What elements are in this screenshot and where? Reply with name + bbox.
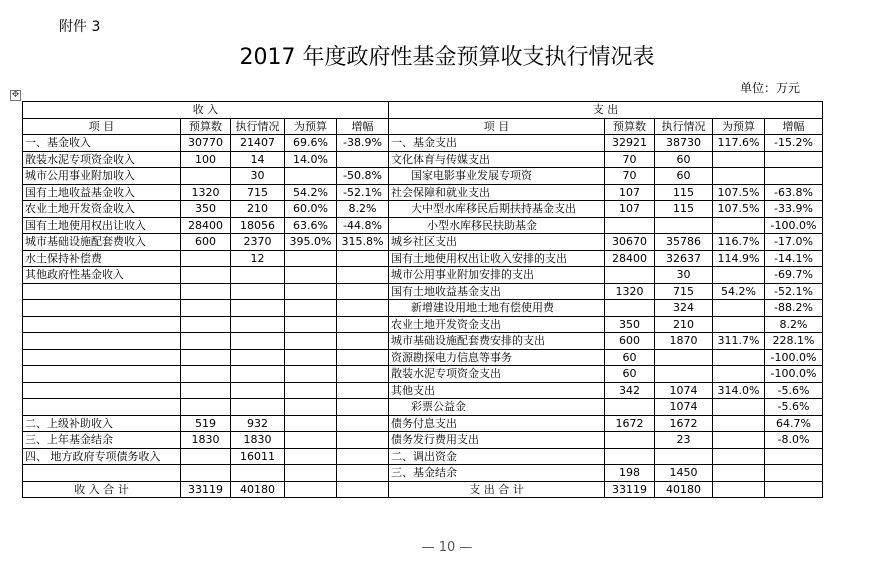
income-total-label: 收 入 合 计 [23,481,181,498]
expense-exec-cell: 115 [655,184,713,201]
expense-exec-cell: 32637 [655,250,713,267]
income-item-cell: 城市公用事业附加收入 [23,168,181,185]
income-growth-cell: -52.1% [337,184,389,201]
income-growth-cell: -38.9% [337,135,389,152]
expense-pct-cell: 311.7% [713,333,765,350]
table-row [23,184,823,201]
expense-exec-cell: 1074 [655,382,713,399]
income-growth-cell: -50.8% [337,168,389,185]
expense-total-budget: 33119 [605,481,655,498]
expense-total-exec: 40180 [655,481,713,498]
expense-pct-cell: 117.6% [713,135,765,152]
expense-growth-cell: -88.2% [765,300,823,317]
group-header-row [23,102,823,119]
expense-budget-cell: 342 [605,382,655,399]
income-growth-cell [337,465,389,482]
table-row [23,135,823,152]
expense-exec-cell: 1672 [655,415,713,432]
table-row [23,283,823,300]
expense-group-header: 支 出 [389,102,823,119]
table-row [23,250,823,267]
expense-growth-cell [765,151,823,168]
income-pct-cell [285,366,337,383]
expense-exec-cell [655,366,713,383]
expense-item-cell: 散装水泥专项资金支出 [389,366,605,383]
attachment-label: 附件 3 [59,19,101,35]
income-pct-cell [285,283,337,300]
income-pct-cell [285,267,337,284]
expense-pct-cell [713,465,765,482]
expense-pct-cell: 107.5% [713,184,765,201]
page-title: 2017 年度政府性基金预算收支执行情况表 [239,45,655,70]
expense-growth-cell: 228.1% [765,333,823,350]
expense-growth-header: 增幅 [765,118,823,135]
expense-exec-cell: 210 [655,316,713,333]
expense-budget-cell: 107 [605,201,655,218]
income-exec-cell: 18056 [231,217,285,234]
expense-growth-cell: -100.0% [765,217,823,234]
income-pct-cell [285,333,337,350]
table-row [23,382,823,399]
table-row [23,168,823,185]
table-row [23,349,823,366]
income-item-cell [23,366,181,383]
income-item-cell: 四、 地方政府专项债务收入 [23,448,181,465]
income-pct-cell [285,432,337,449]
expense-item-cell: 国家电影事业发展专项资 [389,168,605,185]
expense-growth-cell: -33.9% [765,201,823,218]
expense-exec-cell: 60 [655,151,713,168]
expense-item-cell: 一、基金支出 [389,135,605,152]
expense-exec-cell [655,217,713,234]
expense-item-cell: 社会保障和就业支出 [389,184,605,201]
page-number: — 10 — [421,540,473,555]
income-growth-cell [337,382,389,399]
income-budget-cell [181,283,231,300]
expense-budget-cell: 1320 [605,283,655,300]
expense-item-cell: 国有土地使用权出让收入安排的支出 [389,250,605,267]
expense-item-cell: 二、调出资金 [389,448,605,465]
expense-budget-cell [605,267,655,284]
income-exec-cell: 932 [231,415,285,432]
expense-total-pct [713,481,765,498]
expense-pct-cell [713,349,765,366]
income-exec-cell [231,349,285,366]
income-growth-cell [337,151,389,168]
unit-label: 单位：万元 [740,81,801,95]
income-item-cell: 一、基金收入 [23,135,181,152]
income-pct-cell [285,168,337,185]
income-budget-cell [181,366,231,383]
table-row [23,151,823,168]
income-exec-cell [231,382,285,399]
expense-exec-cell: 30 [655,267,713,284]
income-item-cell [23,382,181,399]
income-item-cell [23,283,181,300]
income-pct-cell: 63.6% [285,217,337,234]
income-pct-cell: 60.0% [285,201,337,218]
income-exec-cell [231,283,285,300]
expense-budget-cell: 70 [605,168,655,185]
expense-pct-cell: 107.5% [713,201,765,218]
income-exec-cell [231,300,285,317]
income-exec-cell [231,399,285,416]
expense-pct-header: 为预算 [713,118,765,135]
income-group-header: 收 入 [23,102,389,119]
expense-pct-cell [713,448,765,465]
income-growth-cell [337,267,389,284]
column-header-row [23,118,823,135]
expense-pct-cell [713,316,765,333]
expense-exec-cell: 715 [655,283,713,300]
expense-item-cell: 农业土地开发资金支出 [389,316,605,333]
expense-exec-cell: 60 [655,168,713,185]
table-row [23,201,823,218]
expense-growth-cell: -8.0% [765,432,823,449]
expense-pct-cell [713,267,765,284]
table-row [23,399,823,416]
expense-growth-cell [765,465,823,482]
income-item-cell [23,349,181,366]
income-budget-cell: 600 [181,234,231,251]
expense-budget-cell [605,217,655,234]
expense-budget-cell [605,432,655,449]
income-budget-cell [181,300,231,317]
table-row [23,366,823,383]
income-total-budget: 33119 [181,481,231,498]
expense-item-cell: 文化体育与传媒支出 [389,151,605,168]
expense-budget-cell: 32921 [605,135,655,152]
income-growth-cell [337,250,389,267]
income-growth-cell: 8.2% [337,201,389,218]
expense-pct-cell: 114.9% [713,250,765,267]
income-exec-cell [231,267,285,284]
income-pct-cell [285,465,337,482]
income-exec-cell [231,465,285,482]
expense-pct-cell [713,399,765,416]
income-item-cell: 二、上级补助收入 [23,415,181,432]
income-item-cell: 国有土地收益基金收入 [23,184,181,201]
income-exec-header: 执行情况 [231,118,285,135]
expense-pct-cell [713,415,765,432]
income-budget-cell: 519 [181,415,231,432]
income-budget-cell [181,250,231,267]
income-growth-cell [337,366,389,383]
income-pct-cell [285,316,337,333]
income-exec-cell: 210 [231,201,285,218]
income-budget-cell [181,448,231,465]
expense-item-cell: 其他支出 [389,382,605,399]
income-item-cell: 三、上年基金结余 [23,432,181,449]
income-budget-cell: 100 [181,151,231,168]
expense-growth-cell: -63.8% [765,184,823,201]
expense-growth-cell: -52.1% [765,283,823,300]
table-row [23,217,823,234]
income-budget-cell [181,168,231,185]
income-item-cell: 国有土地使用权出让收入 [23,217,181,234]
expense-exec-cell: 38730 [655,135,713,152]
expense-growth-cell: -69.7% [765,267,823,284]
income-exec-cell [231,316,285,333]
expense-exec-cell: 23 [655,432,713,449]
expense-exec-cell: 35786 [655,234,713,251]
expense-pct-cell [713,168,765,185]
expense-item-header: 项 目 [389,118,605,135]
income-exec-cell: 1830 [231,432,285,449]
expense-item-cell: 资源勘探电力信息等事务 [389,349,605,366]
expense-exec-cell [655,349,713,366]
expense-budget-cell: 1672 [605,415,655,432]
table-row [23,432,823,449]
budget-table [22,101,823,498]
income-budget-cell [181,349,231,366]
expense-growth-cell [765,168,823,185]
income-item-cell: 农业土地开发资金收入 [23,201,181,218]
expense-growth-cell: 64.7% [765,415,823,432]
table-row [23,465,823,482]
expense-growth-cell: -17.0% [765,234,823,251]
expense-growth-cell: -14.1% [765,250,823,267]
income-growth-header: 增幅 [337,118,389,135]
expense-item-cell: 小型水库移民扶助基金 [389,217,605,234]
income-growth-cell [337,283,389,300]
income-budget-cell: 30770 [181,135,231,152]
expense-growth-cell: -5.6% [765,399,823,416]
income-item-cell: 其他政府性基金收入 [23,267,181,284]
income-item-cell [23,316,181,333]
table-row [23,333,823,350]
income-pct-header: 为预算 [285,118,337,135]
income-item-cell [23,399,181,416]
expense-item-cell: 彩票公益金 [389,399,605,416]
expense-budget-header: 预算数 [605,118,655,135]
expense-budget-cell: 350 [605,316,655,333]
expense-exec-cell: 324 [655,300,713,317]
income-budget-header: 预算数 [181,118,231,135]
expense-item-cell: 国有土地收益基金支出 [389,283,605,300]
income-growth-cell [337,333,389,350]
expense-item-cell: 债务付息支出 [389,415,605,432]
income-exec-cell: 21407 [231,135,285,152]
income-budget-cell: 1830 [181,432,231,449]
expense-pct-cell [713,366,765,383]
expense-exec-cell: 1450 [655,465,713,482]
income-pct-cell [285,399,337,416]
income-item-header: 项 目 [23,118,181,135]
expense-item-cell: 三、基金结余 [389,465,605,482]
income-growth-cell [337,316,389,333]
income-budget-cell [181,465,231,482]
expense-growth-cell: -5.6% [765,382,823,399]
income-budget-cell: 28400 [181,217,231,234]
income-exec-cell: 715 [231,184,285,201]
table-row [23,234,823,251]
expense-pct-cell [713,217,765,234]
expense-exec-cell: 1074 [655,399,713,416]
income-growth-cell: -44.8% [337,217,389,234]
expense-total-label: 支 出 合 计 [389,481,605,498]
income-total-exec: 40180 [231,481,285,498]
income-pct-cell [285,382,337,399]
income-growth-cell [337,300,389,317]
table-move-handle-icon[interactable]: ✥ [11,90,20,100]
expense-budget-cell: 28400 [605,250,655,267]
expense-item-cell: 大中型水库移民后期扶持基金支出 [389,201,605,218]
expense-growth-cell: -100.0% [765,366,823,383]
total-row [23,481,823,498]
expense-budget-cell: 600 [605,333,655,350]
income-item-cell [23,333,181,350]
income-growth-cell [337,448,389,465]
income-exec-cell [231,366,285,383]
income-exec-cell: 16011 [231,448,285,465]
income-total-pct [285,481,337,498]
expense-pct-cell [713,432,765,449]
income-pct-cell [285,448,337,465]
expense-total-growth [765,481,823,498]
table-row [23,415,823,432]
expense-pct-cell: 54.2% [713,283,765,300]
expense-pct-cell [713,300,765,317]
income-pct-cell: 69.6% [285,135,337,152]
expense-pct-cell [713,151,765,168]
income-growth-cell [337,349,389,366]
income-pct-cell [285,349,337,366]
income-pct-cell: 14.0% [285,151,337,168]
income-budget-cell [181,382,231,399]
expense-pct-cell: 116.7% [713,234,765,251]
income-exec-cell: 14 [231,151,285,168]
income-item-cell: 散装水泥专项资金收入 [23,151,181,168]
income-exec-cell: 2370 [231,234,285,251]
table-row [23,448,823,465]
income-pct-cell [285,415,337,432]
expense-exec-cell: 115 [655,201,713,218]
income-budget-cell [181,333,231,350]
expense-budget-cell: 30670 [605,234,655,251]
income-growth-cell [337,415,389,432]
income-budget-cell [181,267,231,284]
income-pct-cell [285,250,337,267]
income-pct-cell: 54.2% [285,184,337,201]
income-exec-cell: 12 [231,250,285,267]
income-item-cell: 城市基础设施配套费收入 [23,234,181,251]
expense-budget-cell: 198 [605,465,655,482]
income-growth-cell [337,399,389,416]
income-growth-cell: 315.8% [337,234,389,251]
income-growth-cell [337,432,389,449]
expense-item-cell: 城市基础设施配套费安排的支出 [389,333,605,350]
expense-exec-cell [655,448,713,465]
expense-exec-header: 执行情况 [655,118,713,135]
expense-item-cell: 新增建设用地土地有偿使用费 [389,300,605,317]
income-item-cell: 水土保持补偿费 [23,250,181,267]
income-budget-cell [181,316,231,333]
expense-growth-cell: -100.0% [765,349,823,366]
expense-budget-cell: 60 [605,366,655,383]
income-item-cell [23,465,181,482]
table-row [23,316,823,333]
expense-item-cell: 城市公用事业附加安排的支出 [389,267,605,284]
income-pct-cell [285,300,337,317]
income-budget-cell [181,399,231,416]
expense-budget-cell: 70 [605,151,655,168]
expense-pct-cell: 314.0% [713,382,765,399]
expense-item-cell: 债务发行费用支出 [389,432,605,449]
income-budget-cell: 350 [181,201,231,218]
income-exec-cell: 30 [231,168,285,185]
income-total-growth [337,481,389,498]
table-row [23,300,823,317]
expense-exec-cell: 1870 [655,333,713,350]
income-exec-cell [231,333,285,350]
table-row [23,267,823,284]
income-pct-cell: 395.0% [285,234,337,251]
income-item-cell [23,300,181,317]
expense-budget-cell [605,448,655,465]
expense-budget-cell: 107 [605,184,655,201]
expense-item-cell: 城乡社区支出 [389,234,605,251]
income-budget-cell: 1320 [181,184,231,201]
expense-budget-cell [605,300,655,317]
expense-growth-cell: -15.2% [765,135,823,152]
expense-budget-cell: 60 [605,349,655,366]
expense-growth-cell: 8.2% [765,316,823,333]
expense-growth-cell [765,448,823,465]
expense-budget-cell [605,399,655,416]
